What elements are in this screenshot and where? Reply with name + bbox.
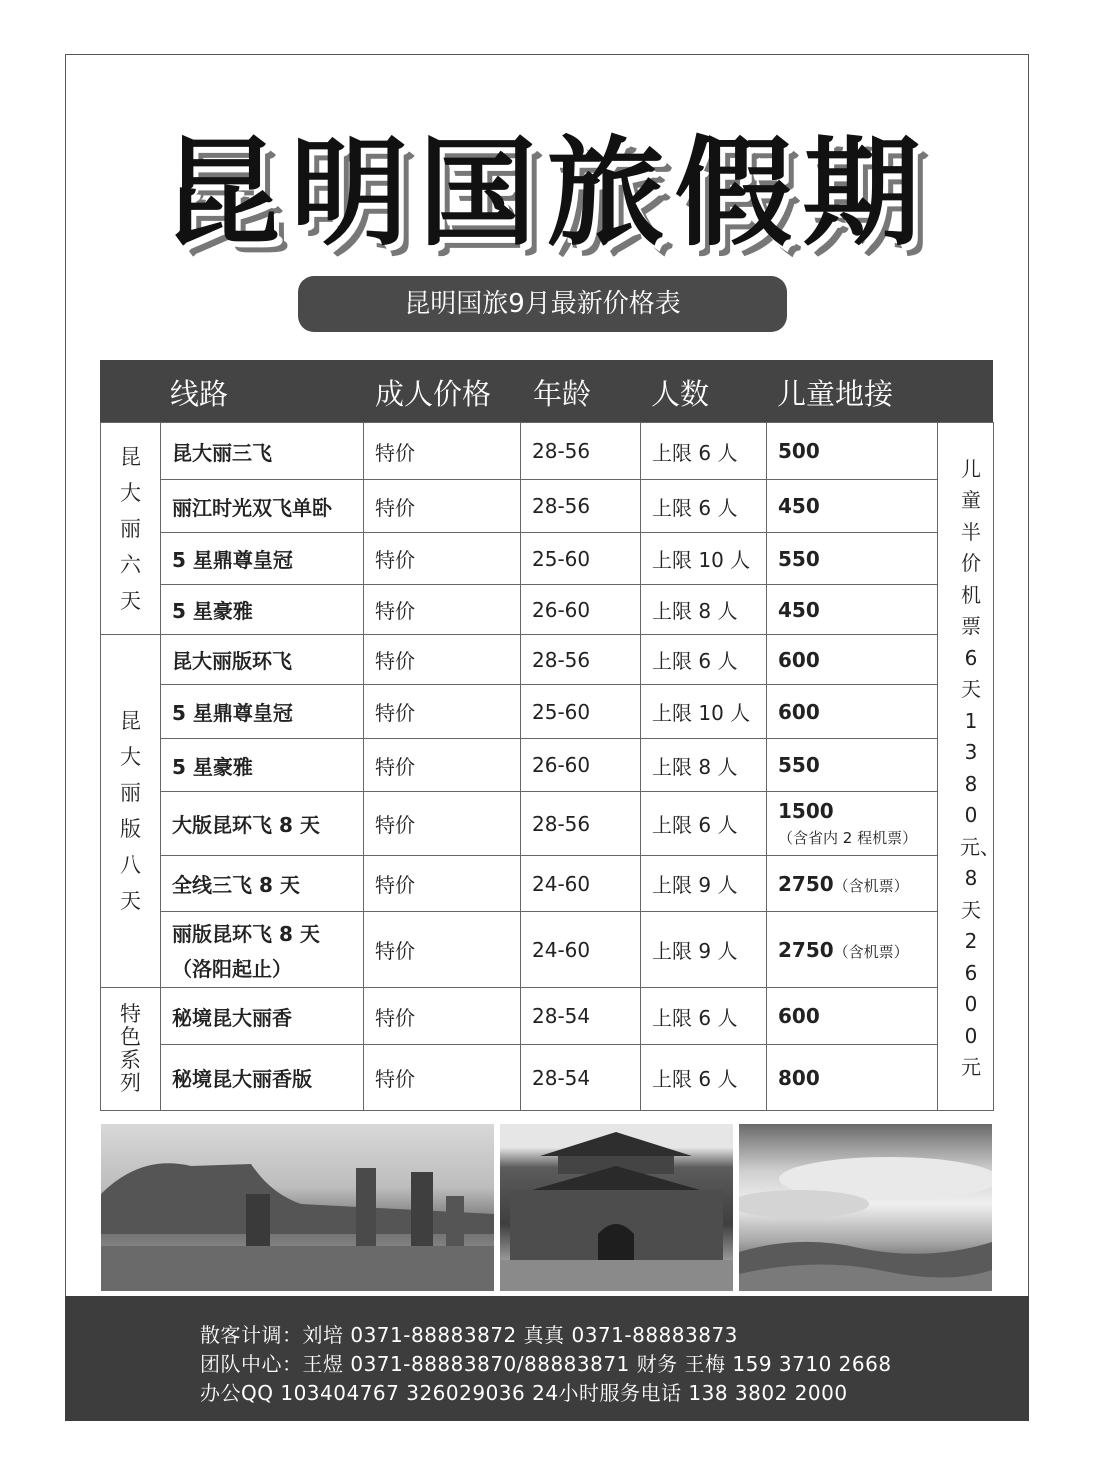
kid-cell: 600 xyxy=(767,988,938,1045)
table-row xyxy=(101,480,994,533)
footer-line-group: 团队中心：王煜 0371-88883870/88883871 财务 王梅 159 3710 2668 xyxy=(200,1352,892,1376)
brand-title: 昆明国旅假期 xyxy=(162,123,931,262)
header-route: 线路 xyxy=(170,377,229,411)
footer-line-office: 办公QQ 103404767 326029036 24小时服务电话 138 3802 2000 xyxy=(200,1381,848,1405)
route-cell: 5 星豪雅 xyxy=(161,585,364,635)
kid-price-note: （含机票） xyxy=(833,876,909,895)
age-cell: 28-56 xyxy=(521,635,641,685)
age-cell: 28-56 xyxy=(521,480,641,533)
table-row xyxy=(101,988,994,1045)
kid-price-note: （含机票） xyxy=(833,942,909,961)
table-row xyxy=(101,912,994,988)
kid-price: 1500 xyxy=(778,799,834,823)
people-cell: 上限 10 人 xyxy=(641,685,767,739)
age-cell: 25-60 xyxy=(521,685,641,739)
table-row xyxy=(101,1045,994,1111)
route-cell: 丽江时光双飞单卧 xyxy=(161,480,364,533)
people-cell: 上限 6 人 xyxy=(641,1045,767,1111)
header-adult-price: 成人价格 xyxy=(375,377,492,411)
people-cell: 上限 6 人 xyxy=(641,988,767,1045)
price-cell: 特价 xyxy=(364,856,521,912)
age-cell: 25-60 xyxy=(521,533,641,585)
price-table xyxy=(100,422,1000,1111)
route-cell: 秘境昆大丽香 xyxy=(161,988,364,1045)
people-cell: 上限 9 人 xyxy=(641,856,767,912)
price-cell: 特价 xyxy=(364,423,521,480)
route-cell: 昆大丽版环飞 xyxy=(161,635,364,685)
age-cell: 24-60 xyxy=(521,912,641,988)
route-cell: 5 星豪雅 xyxy=(161,739,364,792)
kid-cell: 500 xyxy=(767,423,938,480)
price-cell: 特价 xyxy=(364,739,521,792)
header-child-local: 儿童地接 xyxy=(777,377,894,411)
table-row xyxy=(101,792,994,856)
route-cell xyxy=(161,912,364,988)
group-label: 昆大丽版八天 xyxy=(101,635,161,988)
group-label: 昆大丽六天 xyxy=(101,423,161,635)
subtitle-banner: 昆明国旅9月最新价格表 xyxy=(298,276,787,332)
age-cell: 24-60 xyxy=(521,856,641,912)
kid-price: 2750 xyxy=(778,937,834,962)
expo-garden-photo xyxy=(101,1124,494,1291)
kid-cell xyxy=(767,912,938,988)
people-cell: 上限 6 人 xyxy=(641,792,767,856)
table-row xyxy=(101,423,994,480)
kid-cell: 450 xyxy=(767,480,938,533)
kid-price-note: （含省内 2 程机票） xyxy=(778,829,918,847)
contact-footer xyxy=(65,1296,1029,1421)
price-cell: 特价 xyxy=(364,635,521,685)
table-row xyxy=(101,585,994,635)
price-cell: 特价 xyxy=(364,792,521,856)
table-header xyxy=(100,360,993,422)
price-cell: 特价 xyxy=(364,533,521,585)
price-cell: 特价 xyxy=(364,480,521,533)
kid-cell: 550 xyxy=(767,533,938,585)
people-cell: 上限 6 人 xyxy=(641,480,767,533)
table-row xyxy=(101,856,994,912)
age-cell: 28-56 xyxy=(521,792,641,856)
side-note: 儿童半价机票 6 天 1380 元、8 天 2600元 xyxy=(938,423,994,1111)
age-cell: 28-54 xyxy=(521,1045,641,1111)
table-row xyxy=(101,685,994,739)
price-cell: 特价 xyxy=(364,685,521,739)
kid-cell: 450 xyxy=(767,585,938,635)
price-cell: 特价 xyxy=(364,585,521,635)
route-cell: 5 星鼎尊皇冠 xyxy=(161,533,364,585)
kid-cell: 550 xyxy=(767,739,938,792)
age-cell: 26-60 xyxy=(521,585,641,635)
people-cell: 上限 6 人 xyxy=(641,423,767,480)
kid-cell: 600 xyxy=(767,635,938,685)
people-cell: 上限 8 人 xyxy=(641,739,767,792)
route-cell: 全线三飞 8 天 xyxy=(161,856,364,912)
table-row xyxy=(101,533,994,585)
price-cell: 特价 xyxy=(364,988,521,1045)
ancient-gate-photo xyxy=(500,1124,733,1291)
price-cell: 特价 xyxy=(364,912,521,988)
age-cell: 28-54 xyxy=(521,988,641,1045)
route-line: （洛阳起止） xyxy=(172,956,292,981)
people-cell: 上限 6 人 xyxy=(641,635,767,685)
route-cell: 5 星鼎尊皇冠 xyxy=(161,685,364,739)
price-cell: 特价 xyxy=(364,1045,521,1111)
header-people: 人数 xyxy=(651,377,710,411)
route-cell: 大版昆环飞 8 天 xyxy=(161,792,364,856)
kid-cell: 800 xyxy=(767,1045,938,1111)
people-cell: 上限 8 人 xyxy=(641,585,767,635)
footer-line-individual: 散客计调：刘培 0371-88883872 真真 0371-88883873 xyxy=(200,1323,738,1347)
dunes-sky-photo xyxy=(739,1124,992,1291)
kid-cell: 600 xyxy=(767,685,938,739)
table-row xyxy=(101,635,994,685)
header-age: 年龄 xyxy=(533,377,592,411)
kid-cell xyxy=(767,792,938,856)
table-row xyxy=(101,739,994,792)
kid-cell xyxy=(767,856,938,912)
route-cell: 昆大丽三飞 xyxy=(161,423,364,480)
age-cell: 28-56 xyxy=(521,423,641,480)
kid-price: 2750 xyxy=(778,871,834,896)
route-line: 丽版昆环飞 8 天 xyxy=(172,921,320,946)
route-cell: 秘境昆大丽香版 xyxy=(161,1045,364,1111)
age-cell: 26-60 xyxy=(521,739,641,792)
people-cell: 上限 10 人 xyxy=(641,533,767,585)
group-label: 特色系列 xyxy=(101,988,161,1111)
people-cell: 上限 9 人 xyxy=(641,912,767,988)
